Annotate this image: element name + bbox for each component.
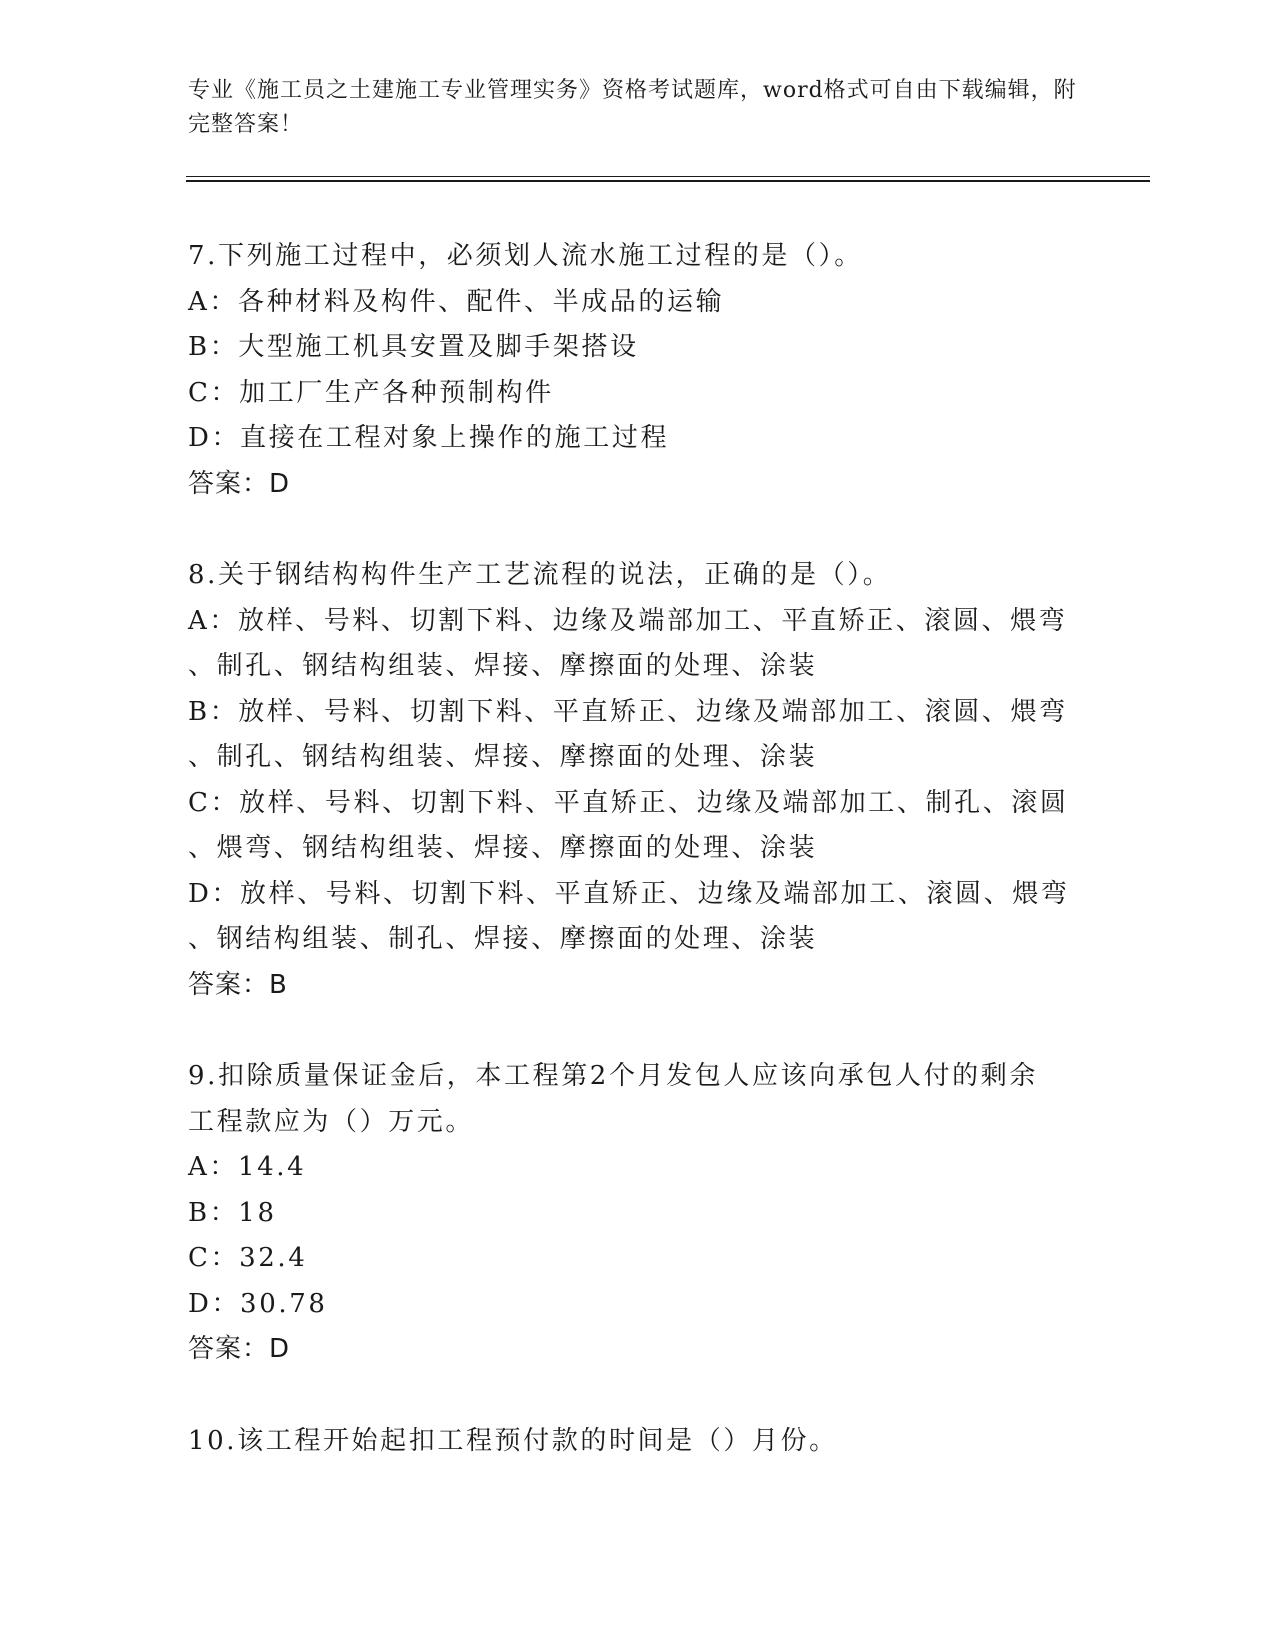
document-header: 专业《施工员之土建施工专业管理实务》资格考试题库，word格式可自由下载编辑，附完整答案！: [188, 78, 1077, 137]
question-8: [188, 553, 1088, 1008]
question-10: [188, 1419, 1088, 1465]
option-c-line-1: C：放样、号料、切割下料、平直矫正、边缘及端部加工、制孔、滚圆: [188, 787, 1069, 818]
question-list: [188, 234, 1088, 1510]
question-stem: 7.下列施工过程中，必须划人流水施工过程的是（）。: [188, 241, 863, 271]
option-d-line-2: 、钢结构组装、制孔、焊接、摩擦面的处理、涂装: [188, 924, 818, 954]
question-9: [188, 1054, 1088, 1373]
option-a-line-2: 、制孔、钢结构组装、焊接、摩擦面的处理、涂装: [188, 651, 818, 681]
question-stem: 10.该工程开始起扣工程预付款的时间是（）月份。: [188, 1425, 838, 1456]
answer-label: 答案：B: [188, 969, 288, 1000]
question-stem-line-2: 工程款应为（）万元。: [188, 1106, 475, 1137]
question-stem-line-1: 9.扣除质量保证金后，本工程第2个月发包人应该向承包人付的剩余: [188, 1061, 1038, 1091]
option-b-line-2: 、制孔、钢结构组装、焊接、摩擦面的处理、涂装: [188, 742, 818, 772]
option-c: C：32.4: [188, 1243, 308, 1273]
option-a-line-1: A：放样、号料、切割下料、边缘及端部加工、平直矫正、滚圆、煨弯: [188, 605, 1068, 636]
option-b: B：大型施工机具安置及脚手架搭设: [188, 332, 639, 362]
answer-label: 答案：D: [188, 1334, 291, 1364]
question-stem: 8.关于钢结构构件生产工艺流程的说法，正确的是（）。: [188, 560, 892, 590]
option-d: D：直接在工程对象上操作的施工过程: [188, 423, 670, 453]
header-divider: [186, 176, 1150, 182]
option-a: A：14.4: [188, 1152, 307, 1182]
answer-label: 答案：D: [188, 468, 291, 499]
option-b-line-1: B：放样、号料、切割下料、平直矫正、边缘及端部加工、滚圆、煨弯: [188, 696, 1068, 727]
option-b: B：18: [188, 1197, 277, 1228]
option-a: A：各种材料及构件、配件、半成品的运输: [188, 286, 725, 317]
option-c: C：加工厂生产各种预制构件: [188, 377, 554, 408]
option-c-line-2: 、煨弯、钢结构组装、焊接、摩擦面的处理、涂装: [188, 833, 818, 863]
option-d-line-1: D：放样、号料、切割下料、平直矫正、边缘及端部加工、滚圆、煨弯: [188, 878, 1070, 909]
option-d: D：30.78: [188, 1288, 328, 1319]
question-7: [188, 234, 1088, 507]
